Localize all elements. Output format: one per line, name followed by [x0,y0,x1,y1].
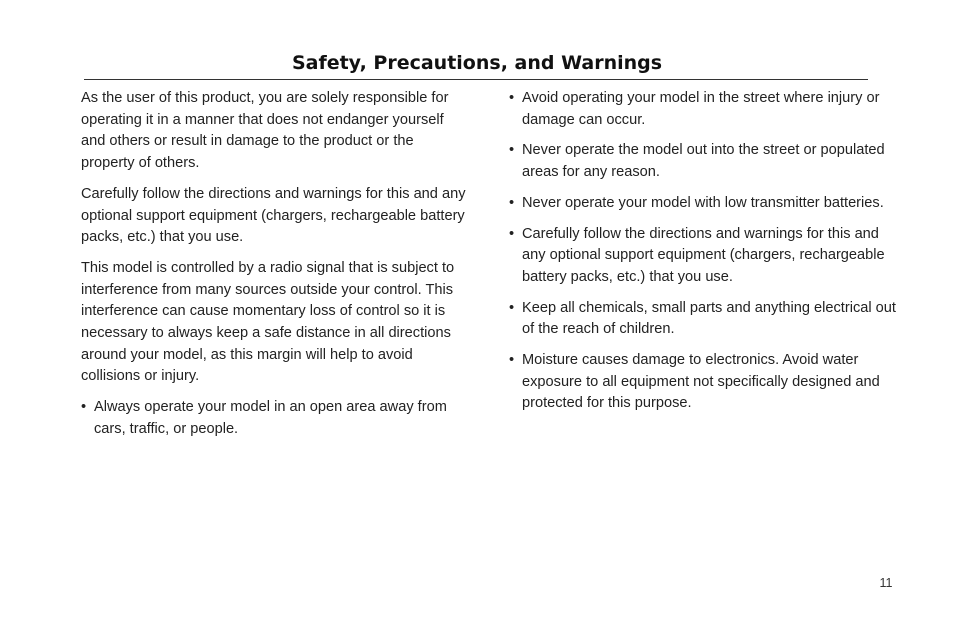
bullet-text: Never operate your model with low transmitter batteries. [522,194,884,211]
bullet-symbol: • [81,399,87,416]
bullet-item [81,397,471,440]
equipment-paragraph: Carefully follow the directions and warnings for this and any optional support equipment (chargers, rechargeable battery packs, etc.) that you use. [81,185,466,246]
bullet-item [509,298,901,341]
bullet-symbol: • [509,142,515,159]
page-title: Safety, Precautions, and Warnings [291,52,663,74]
bullet-text: Always operate your model in an open area away from cars, traffic, or people. [94,399,447,437]
bullet-text: Never operate the model out into the street or populated areas for any reason. [522,142,885,181]
intro-paragraph: As the user of this product, you are solely responsible for operating it in a manner that does not endanger yourself and others or result in damage to the product or the property of others. [81,90,449,172]
bullet-item [509,193,901,215]
right-column [509,88,901,424]
bullet-symbol: • [509,352,515,369]
bullet-text: Carefully follow the directions and warnings for this and any optional support equipment (chargers, rechargeable battery packs, etc.) that you use. [522,225,885,285]
bullet-symbol: • [509,194,515,211]
bullet-symbol: • [509,299,515,316]
bullet-text: Moisture causes damage to electronics. Avoid water exposure to all equipment not specifically designed and protected for this purpose. [522,352,880,412]
bullet-item [509,224,901,289]
radio-interference-paragraph: This model is controlled by a radio signal that is subject to interference from many sources outside your control. This interference can cause momentary loss of control so it is necessary to always keep a safe distance in all directions around your model, as this margin will help to avoid collisions or injury. [81,259,455,385]
bullet-text: Avoid operating your model in the street where injury or damage can occur. [522,90,880,128]
bullet-symbol: • [509,90,515,106]
bullet-item [509,350,901,415]
bullet-text: Keep all chemicals, small parts and anything electrical out of the reach of children. [522,299,896,338]
bullet-item [509,140,901,183]
left-column [81,88,471,450]
bullet-symbol: • [509,225,515,242]
page-number: 11 [879,576,893,590]
bullet-item [509,88,901,131]
title-divider [84,79,868,80]
